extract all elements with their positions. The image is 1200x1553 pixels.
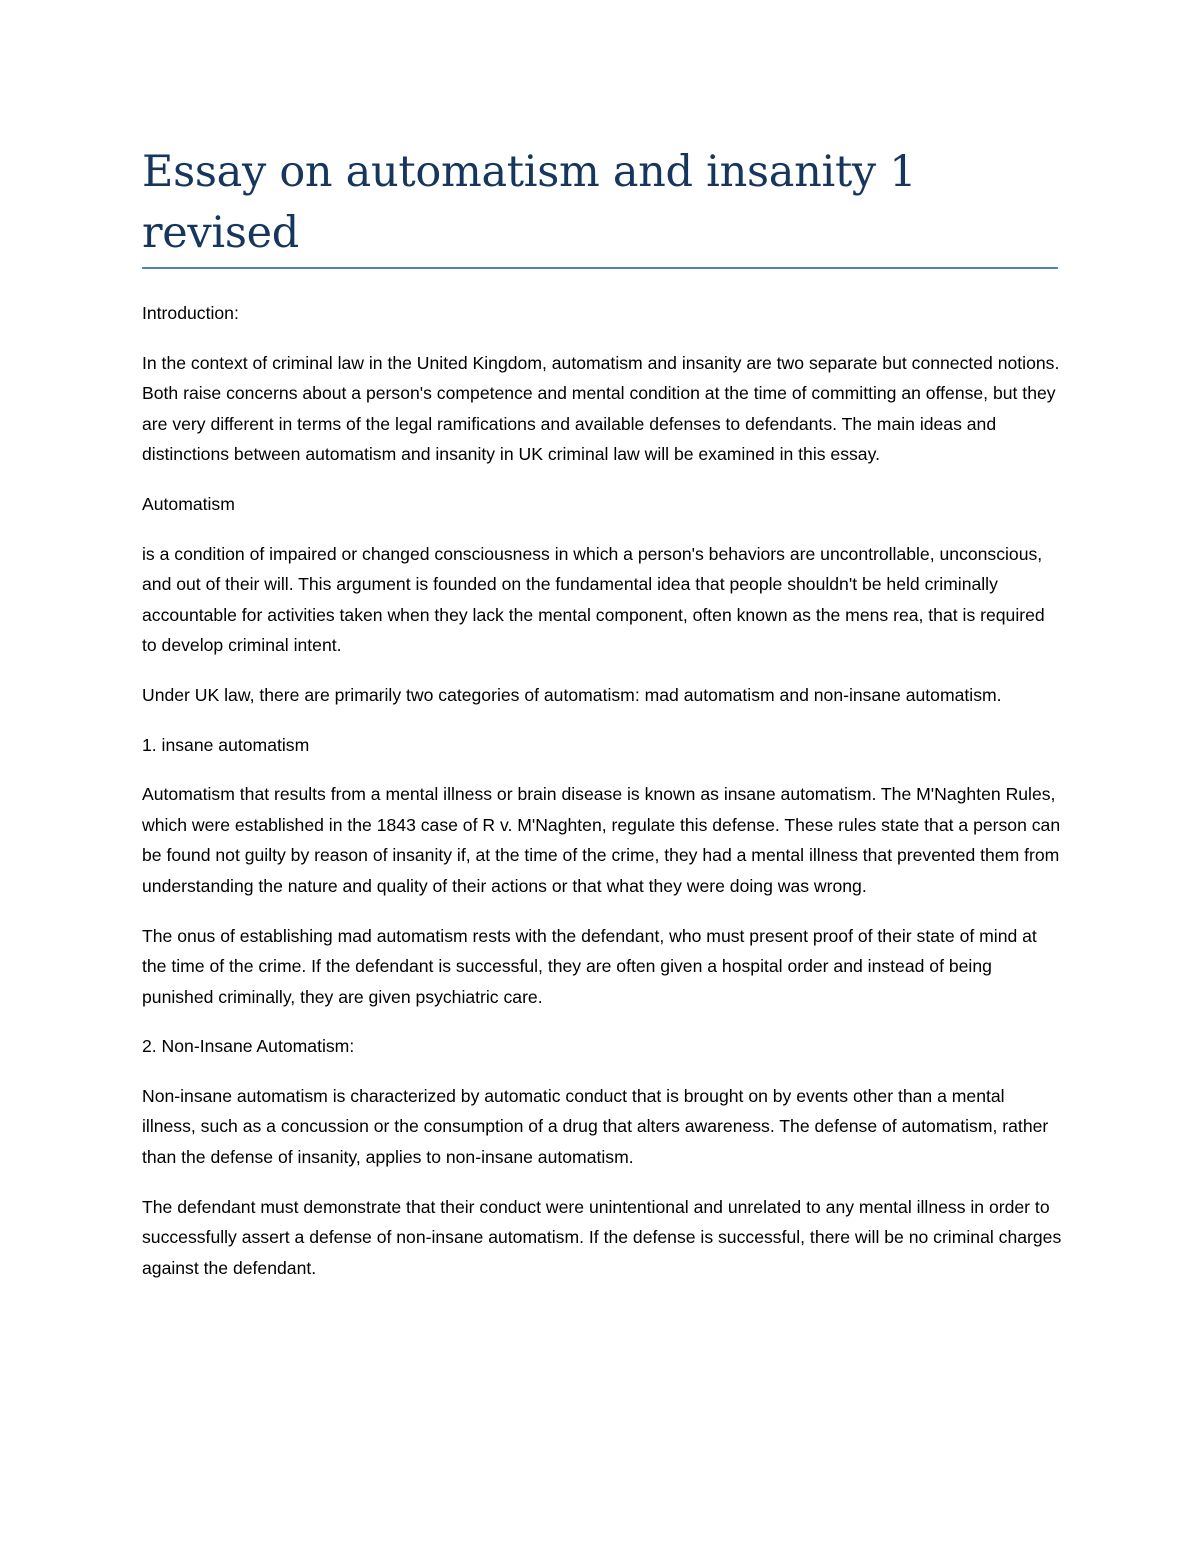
paragraph-non-insane-defense: The defendant must demonstrate that their conduct were unintentional and unrelated to any mental illness in order to successfully assert a defense of non-insane automatism. If the defense is successful, there will be no criminal charges against the defendant. [142,1196,1062,1278]
document-body [142,298,1062,1302]
paragraph-introduction: In the context of criminal law in the United Kingdom, automatism and insanity are two separate but connected notions. Both raise concerns about a person's competence and mental condition at the time of committing an offense, but they are very different in terms of the legal ramifications and available defenses to defendants. The main ideas and distinctions between automatism and insanity in UK criminal law will be examined in this essay. [142,352,1060,465]
paragraph-insane-automatism: Automatism that results from a mental illness or brain disease is known as insane automatism. The M'Naghten Rules, which were established in the 1843 case of R v. M'Naghten, regulate this defense. These rules state that a person can be found not guilty by reason of insanity if, at the time of the crime, they had a mental illness that prevented them from understanding the nature and quality of their actions or that what they were doing was wrong. [142,784,1061,896]
paragraph-burden-of-proof: The onus of establishing mad automatism rests with the defendant, who must present proof of their state of mind at the time of the crime. If the defendant is successful, they are often given a hospital order and instead of being punished criminally, they are given psychiatric care. [142,925,1037,1007]
title-underline [142,267,1058,269]
title-block [142,142,1058,264]
section-heading-non-insane-automatism: 2. Non-Insane Automatism: [142,1036,355,1057]
paragraph-automatism-definition: is a condition of impaired or changed consciousness in which a person's behaviors are uncontrollable, unconscious, and out of their will. This argument is founded on the fundamental idea that people shouldn't be held criminally accountable for activities taken when they lack the mental component, often known as the mens rea, that is required to develop criminal intent. [142,543,1045,656]
section-heading-automatism: Automatism [142,493,235,514]
paragraph-automatism-categories: Under UK law, there are primarily two categories of automatism: mad automatism and non-insane automatism. [142,684,1002,705]
section-heading-introduction: Introduction: [142,303,239,323]
section-heading-insane-automatism: 1. insane automatism [142,734,310,755]
paragraph-non-insane-automatism: Non-insane automatism is characterized by automatic conduct that is brought on by events other than a mental illness, such as a concussion or the consumption of a drug that alters awareness. The defense of automatism, rather than the defense of insanity, applies to non-insane automatism. [142,1085,1049,1168]
document-title: Essay on automatism and insanity 1 revised [142,147,917,258]
